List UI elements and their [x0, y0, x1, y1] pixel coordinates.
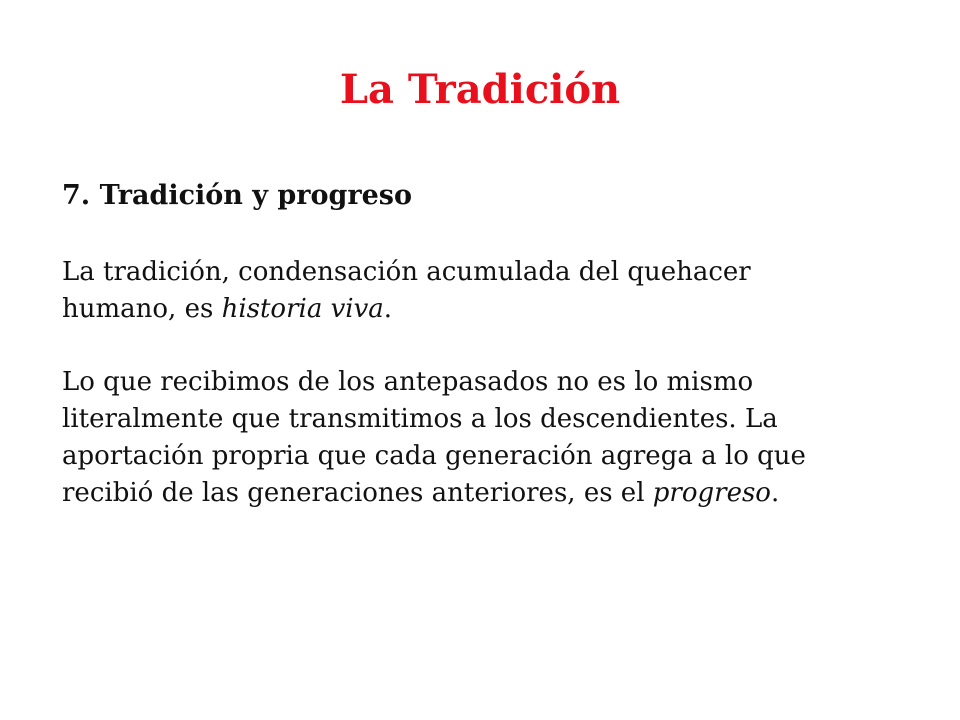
paragraph-progress — [62, 364, 852, 512]
paragraph-tradition-text: La tradición, condensación acumulada del quehacer humano, es — [62, 257, 751, 324]
slide-title: La Tradición — [339, 66, 621, 113]
slide-content — [62, 176, 852, 548]
paragraph-progress-text: Lo que recibimos de los antepasados no es lo mismo literalmente que transmitimos a los descendientes. La aportación propria que cada generación agrega a lo que recibió de las generaciones anteriores, es el — [62, 367, 806, 508]
paragraph-tradition-end: . — [383, 294, 393, 324]
paragraph-progress-emphasis: progreso — [652, 478, 771, 508]
paragraph-tradition — [62, 254, 852, 328]
section-heading: 7. Tradición y progreso — [62, 180, 412, 211]
paragraph-progress-end: . — [770, 478, 780, 508]
paragraph-tradition-emphasis: historia viva — [221, 294, 384, 324]
